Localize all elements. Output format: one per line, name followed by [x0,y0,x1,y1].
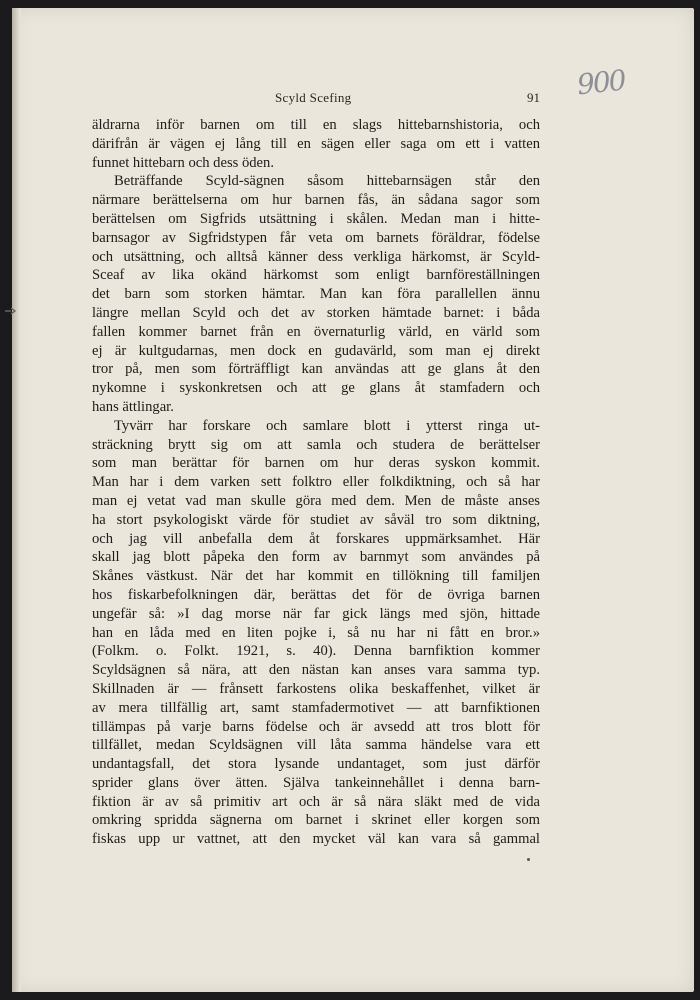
text-line: fiktion är av så primitiv art och är så nära släkt med de vida [92,793,540,810]
text-line: fallen kommer barnet från en övernaturlig värld, en värld som [92,323,540,340]
text-line: han en låda med en liten pojke i, så nu har ni fått en bror.» [92,624,540,641]
text-line: ha stort psykologiskt värde för studiet av såväl tro som diktning, [92,511,540,528]
text-line: Tyvärr har forskare och samlare blott i ytterst ringa ut- [114,417,540,434]
text-line: längre mellan Scyld och det av storken hämtade barnet: i båda [92,304,540,321]
text-line: ej är kultgudarnas, men dock en gudavärld, som man ej direkt [92,342,540,359]
body-text [92,116,540,849]
text-line: hans ättlingar. [92,398,174,415]
text-line: Sceaf av lika okänd härkomst som enligt barnföreställningen [92,267,540,284]
text-line: Man har i dem varken sett folktro eller folkdiktning, och så har [92,474,540,491]
paragraph-3 [92,417,540,849]
text-line: ungefär så: »I dag morse när far gick längs med sjön, hittade [92,605,540,622]
text-line: berättelsen om Sigfrids utsättning i skålen. Medan man i hitte- [92,210,540,227]
text-line: Skillnaden är — frånsett farkostens olika beskaffenhet, vilket är [92,680,540,697]
paragraph-1 [92,116,540,172]
page-number: 91 [527,90,540,105]
text-line: som man berättar för barnen om hur deras syskon kommit. [92,455,540,472]
text-line: fiskas upp ur vattnet, att den mycket väl kan vara så gammal [92,831,540,848]
text-line: skall jag blott påpeka den form av barnmyt som användes på [92,549,540,566]
paragraph-2 [92,172,540,416]
text-line: Scyldsägnen så nära, att den nästan kan anses vara samma typ. [92,662,540,679]
text-line: funnet hittebarn och dess öden. [92,154,274,171]
text-line: tillfället, medan Scyldsägnen vill låta samma händelse vara ett [92,737,540,754]
text-line: tror på, men som förträffligt kan användas att ge glans åt den [92,361,540,378]
ink-speck [527,858,530,861]
text-line: närmare berättelserna om hur barnen fås, än sådana sagor som [92,192,540,209]
text-line: nykomne i syskonkretsen och att ge glans åt stamfadern och [92,380,540,397]
text-line: undantagsfall, det stora lysande undantaget, som just därför [92,756,540,773]
text-line: äldrarna inför barnen om till en slags hittebarnshistoria, och [92,117,540,133]
text-line: Beträffande Scyld-sägnen såsom hittebarnsägen står den [114,173,540,190]
running-head: Scyld Scefing [275,90,352,105]
pencil-annotation: 900 [575,63,627,102]
text-line: därifrån är vägen ej lång till en sägen eller saga om ett i vatten [92,135,540,152]
text-line: (Folkm. o. Folkt. 1921, s. 40). Denna barnfiktion kommer [92,643,540,660]
text-line: sträckning brytt sig om att samla och studera de berättelser [92,436,540,453]
text-line: det barn som storken hämtar. Man kan föra parallellen ännu [92,286,540,303]
text-line: Skånes västkust. När det har kommit en tillökning till familjen [92,568,540,585]
text-line: av mera tillfällig art, samt stamfadermotivet — att barnfiktionen [92,699,540,716]
text-line: omkring spridda sägnerna om barnet i skrinet eller korgen som [92,812,540,829]
text-line: sprider glans över ätten. Själva tankeinnehållet i denna barn- [92,774,540,791]
text-line: och jag vill anbefalla dem åt forskares uppmärksamhet. Här [92,530,540,547]
page-gutter [12,8,21,992]
text-line: barnsagor av Sigfridstypen får veta om barnets föräldrar, födelse [92,229,540,246]
margin-mark-icon [4,304,16,318]
text-line: och utsättning, och alltså känner dess verkliga härkomst, är Scyld- [92,248,540,265]
page-header [92,90,540,110]
text-line: man ej vetat vad man skulle göra med dem. Men de måste anses [92,492,540,509]
text-line: hos fiskarbefolkningen där, berättas det för de övriga barnen [92,586,540,603]
text-line: tillämpas på varje barns födelse och är avsedd att tros blott för [92,718,540,735]
